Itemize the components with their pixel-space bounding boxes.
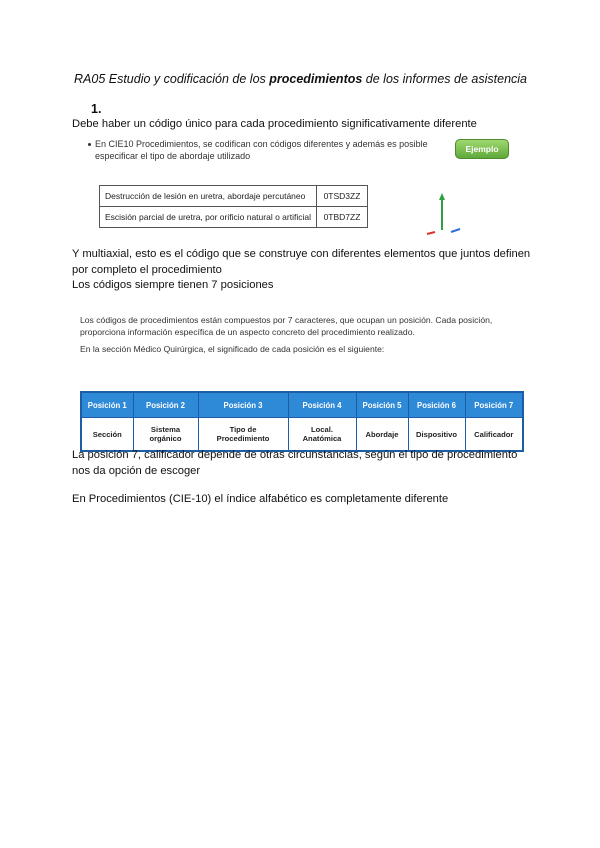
position-header: Posición 6 <box>408 392 465 418</box>
title-prefix: RA05 Estudio y codificación de los <box>74 72 270 86</box>
figure2-intro <box>80 314 492 338</box>
position-meaning <box>356 418 408 452</box>
procedure-description: Destrucción de lesión en uretra, abordaje percutáneo <box>100 186 317 207</box>
procedure-code: 0TBD7ZZ <box>316 207 367 228</box>
bullet-icon <box>88 143 91 146</box>
example-codes-table <box>99 185 368 228</box>
position-header: Posición 3 <box>198 392 288 418</box>
position-header: Posición 1 <box>81 392 133 418</box>
position-meaning-text: Local. <box>311 425 333 434</box>
figure2-intro-line1: Los códigos de procedimientos están compuestos por 7 caracteres, que ocupan un posición. Cada posición, <box>80 315 493 325</box>
position-meaning-text: Anatómica <box>302 434 342 443</box>
figure2-section-note: En la sección Médico Quirúrgica, el significado de cada posición es el siguiente: <box>80 344 385 354</box>
position-meaning-text: Abordaje <box>365 429 399 439</box>
paragraph-multiaxial-line2: por completo el procedimiento <box>72 264 222 276</box>
position-meaning <box>81 418 133 452</box>
paragraph-multiaxial <box>72 246 530 278</box>
procedure-code: 0TSD3ZZ <box>316 186 367 207</box>
position-meaning <box>465 418 523 452</box>
section-number: 1. <box>91 102 102 116</box>
table-row <box>100 186 368 207</box>
position-meaning-text: Sección <box>92 429 122 439</box>
position-meaning-text: orgánico <box>149 434 182 443</box>
position-meaning <box>408 418 465 452</box>
position-meaning-text: Calificador <box>474 429 514 439</box>
position-meaning-text: Procedimiento <box>216 434 270 443</box>
paragraph-alphabetic-index: En Procedimientos (CIE-10) el índice alfabético es completamente diferente <box>72 493 449 505</box>
title-bold: procedimientos <box>269 72 363 86</box>
paragraph-qualifier-line1: La posición 7, calificador depende de otras circunstancias, según el tipo de procedimiento <box>72 449 518 461</box>
figure1-bullet-line2: especificar el tipo de abordaje utilizado <box>95 151 251 161</box>
3d-axes-icon <box>418 190 468 236</box>
ejemplo-button[interactable]: Ejemplo <box>455 139 509 159</box>
paragraph-seven-positions: Los códigos siempre tienen 7 posiciones <box>72 279 274 291</box>
axis-green-arrow <box>439 193 445 200</box>
paragraph-multiaxial-line1: Y multiaxial, esto es el código que se construye con diferentes elementos que juntos definen <box>72 248 531 260</box>
position-header: Posición 2 <box>133 392 198 418</box>
axis-red <box>427 232 435 234</box>
paragraph-qualifier <box>72 447 517 479</box>
position-meaning-text: Sistema <box>150 425 181 434</box>
positions-header-row <box>81 392 523 418</box>
position-header: Posición 7 <box>465 392 523 418</box>
axis-blue <box>451 229 460 232</box>
figure1-bullet-line1: En CIE10 Procedimientos, se codifican con códigos diferentes y además es posible <box>95 139 428 149</box>
figure2-intro-line2: proporciona información específica de un aspecto concreto del procedimiento realizado. <box>80 327 415 337</box>
position-meaning <box>288 418 356 452</box>
procedure-description: Escisión parcial de uretra, por orificio natural o artificial <box>100 207 317 228</box>
positions-meaning-row <box>81 418 523 452</box>
position-header: Posición 5 <box>356 392 408 418</box>
position-header: Posición 4 <box>288 392 356 418</box>
position-meaning <box>133 418 198 452</box>
title-suffix: de los informes de asistencia <box>362 72 527 86</box>
positions-table <box>80 391 524 452</box>
figure1-bullet <box>88 138 428 162</box>
position-meaning-text: Dispositivo <box>416 429 457 439</box>
paragraph-unique-code: Debe haber un código único para cada procedimiento significativamente diferente <box>72 118 477 130</box>
page-title <box>74 72 527 86</box>
table-row <box>100 207 368 228</box>
position-meaning <box>198 418 288 452</box>
paragraph-qualifier-line2: nos da opción de escoger <box>72 465 201 477</box>
position-meaning-text: Tipo de <box>229 425 257 434</box>
